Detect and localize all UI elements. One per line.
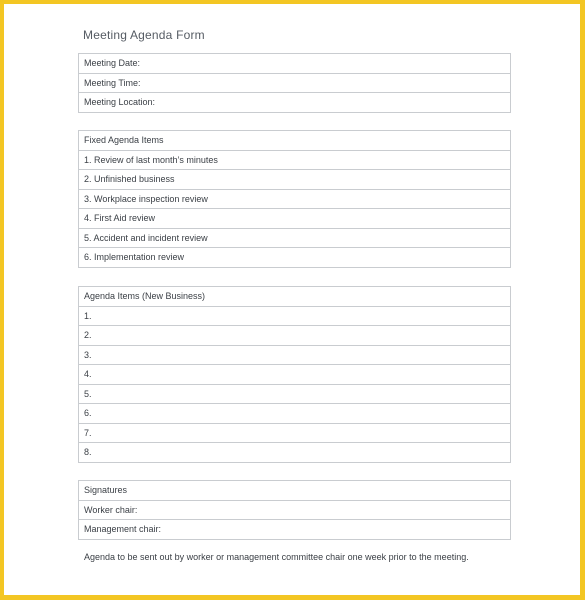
new-business-item-field[interactable]: 3. <box>79 345 511 365</box>
table-row <box>79 384 511 404</box>
table-row <box>79 404 511 424</box>
footer-note: Agenda to be sent out by worker or management committee chair one week prior to the meeting. <box>84 552 469 562</box>
meeting-location-row <box>79 93 511 113</box>
fixed-agenda-item: 3. Workplace inspection review <box>79 189 511 209</box>
fixed-agenda-item: 2. Unfinished business <box>79 170 511 190</box>
page-title: Meeting Agenda Form <box>83 28 205 42</box>
fixed-agenda-item: 6. Implementation review <box>79 248 511 268</box>
table-row <box>79 170 511 190</box>
fixed-agenda-table <box>78 130 511 268</box>
meeting-time-row <box>79 73 511 93</box>
document-page <box>4 4 580 595</box>
fixed-agenda-item: 4. First Aid review <box>79 209 511 229</box>
table-row <box>79 345 511 365</box>
signatures-header: Signatures <box>79 481 511 501</box>
table-row <box>79 248 511 268</box>
management-chair-field[interactable]: Management chair: <box>79 520 511 540</box>
new-business-item-field[interactable]: 4. <box>79 365 511 385</box>
fixed-agenda-header: Fixed Agenda Items <box>79 131 511 151</box>
new-business-item-field[interactable]: 2. <box>79 326 511 346</box>
table-row <box>79 150 511 170</box>
new-business-header: Agenda Items (New Business) <box>79 287 511 307</box>
worker-chair-field[interactable]: Worker chair: <box>79 500 511 520</box>
signatures-header-row <box>79 481 511 501</box>
table-row <box>79 443 511 463</box>
table-row <box>79 189 511 209</box>
meeting-date-row <box>79 54 511 74</box>
new-business-item-field[interactable]: 6. <box>79 404 511 424</box>
table-row <box>79 520 511 540</box>
fixed-agenda-item: 1. Review of last month’s minutes <box>79 150 511 170</box>
meeting-location-field[interactable]: Meeting Location: <box>79 93 511 113</box>
meeting-time-field[interactable]: Meeting Time: <box>79 73 511 93</box>
new-business-header-row <box>79 287 511 307</box>
table-row <box>79 500 511 520</box>
meeting-details-table <box>78 53 511 113</box>
table-row <box>79 326 511 346</box>
new-business-item-field[interactable]: 8. <box>79 443 511 463</box>
new-business-table <box>78 286 511 463</box>
new-business-item-field[interactable]: 7. <box>79 423 511 443</box>
table-row <box>79 209 511 229</box>
table-row <box>79 228 511 248</box>
new-business-item-field[interactable]: 1. <box>79 306 511 326</box>
signatures-table <box>78 480 511 540</box>
meeting-date-field[interactable]: Meeting Date: <box>79 54 511 74</box>
table-row <box>79 423 511 443</box>
fixed-agenda-header-row <box>79 131 511 151</box>
table-row <box>79 306 511 326</box>
new-business-item-field[interactable]: 5. <box>79 384 511 404</box>
table-row <box>79 365 511 385</box>
fixed-agenda-item: 5. Accident and incident review <box>79 228 511 248</box>
